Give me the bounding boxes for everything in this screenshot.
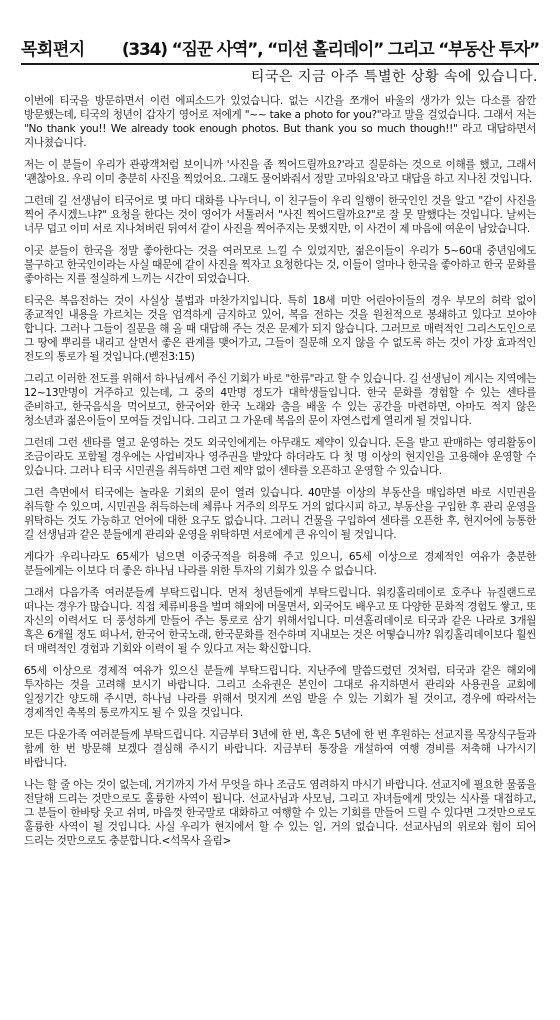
paragraph: 모든 다운가족 여러분들께 부탁드립니다. 지금부터 3년에 한 번, 혹은 5년에 한 번 후원하는 선교지를 목장식구들과 함께 한 번 방문해 보겠다 결심해 주시기 바랍니다. 지금부터 통장을 개설하여 여행 경비를 저축해 나가시기 바랍니다. bbox=[24, 729, 536, 769]
paragraph: 게다가 우리나라도 65세가 넘으면 이중국적을 허용해 주고 있으니, 65세 이상으로 경제적인 여유가 충분한 분들에게는 이보다 더 좋은 하나님 나라를 위한 투자의 기회가 있을 수 없습니다. bbox=[24, 551, 536, 577]
paragraph: 저는 이 분들이 우리가 관광객처럼 보이니까 '사진을 좀 찍어드릴까요?'라고 질문하는 것으로 이해를 했고, 그래서 '괜찮아요. 우리 이미 충분히 사진을 찍었어요. 그래도 물어봐줘서 정말 고마워요'라고 대답을 하고 지나친 것입니다. bbox=[24, 159, 536, 185]
paragraph: 이번에 티국을 방문하면서 이런 에피소드가 있었습니다. 없는 시간을 쪼개어 바울의 생가가 있는 다소를 잠깐 방문했는데, 티국의 청년이 갑자기 영어로 저에게 "~~ take a photo for you?"라고 말을 걸었습니다. 그래서 저는 "No thank you!! We already took enough photos. But thank you so much though!!" 라고 대답하면서 지나쳤습니다. bbox=[24, 95, 536, 149]
paragraph: 65세 이상으로 경제적 여유가 있으신 분들께 부탁드립니다. 지난주에 말씀드렸던 것처럼, 티국과 같은 해외에 투자하는 것을 고려해 보시기 바랍니다. 그리고 소유권은 본인이 그대로 유지하면서 관리와 사용권을 교회에 일정기간 양도해 주시면, 하나님 나라를 위해서 멋지게 쓰임 받을 수 있는 기회가 될 것이고, 경우에 따라서는 경제적인 축복의 통로까지도 될 수 있을 것입니다. bbox=[24, 665, 536, 719]
paragraph: 그리고 이러한 전도를 위해서 하나님께서 주신 기회가 바로 "한류"라고 할 수 있습니다. 길 선생님이 계시는 지역에는 12~13만명이 거주하고 있는데, 그 중의 4만명 정도가 대학생들입니다. 한국 문화를 경험할 수 있는 센타를 준비하고, 한국음식을 먹어보고, 한국어와 한국 노래와 춤을 배울 수 있는 공간을 마련하면, 아마도 적지 않은 청소년과 젊은이들이 모여들 것입니다. 그리고 그 가운데 복음의 문이 자연스럽게 열리게 될 것입니다. bbox=[24, 373, 536, 427]
paragraph: 티국은 복음전하는 것이 사실상 불법과 마찬가지입니다. 특히 18세 미만 어린아이들의 경우 부모의 허락 없이 종교적인 내용을 가르치는 것을 엄격하게 금지하고 있어, 복음 전하는 것을 원천적으로 봉쇄하고 있다고 보아야 합니다. 그러나 그들이 질문을 해 올 때 대답해 주는 것은 문제가 되지 않습니다. 그러므로 매력적인 그리스도인으로 그 땅에 뿌리를 내리고 살면서 좋은 관계를 맺어가고, 그들이 질문해 오지 않을 수 없도록 하는 것이 가장 효과적인 전도의 통로가 될 것입니다.(벧전3:15) bbox=[24, 295, 536, 363]
paragraph: 그래서 다음가족 여러분들께 부탁드립니다. 먼저 청년들에게 부탁드립니다. 워킹홀리데이로 호주나 뉴질랜드로 떠나는 경우가 많습니다. 직접 체류비용을 벌며 해외에 머물면서, 외국어도 배우고 또 다양한 문화적 경험도 쌓고, 또 자신의 이력서도 더 풍성하게 만들어 주는 통로로 삼기 위해서입니다. 미션홀리데이로 티국과 같은 나라로 3개월 혹은 6개월 정도 떠나서, 한국어 한국노래, 한국문화를 전수하며 지내보는 것은 어떻습니까? 워킹홀리데이보다 훨씬 더 매력적인 경험과 기회와 이력이 될 수 있다고 저는 확신합니다. bbox=[24, 587, 536, 655]
letter-body bbox=[24, 94, 536, 856]
series-title: 목회편지 bbox=[21, 40, 85, 60]
letter-subtitle: 티국은 지금 아주 특별한 상황 속에 있습니다. bbox=[250, 69, 538, 85]
paragraph: 나는 할 줄 아는 것이 없는데, 거기까지 가서 무엇을 하나 조금도 염려하지 마시기 바랍니다. 선교지에 필요한 물품을 전달해 드리는 것만으로도 훌륭한 사역이 됩니다. 선교사님과 사모님, 그리고 자녀들에게 맛있는 식사를 대접하고, 그 분들이 한바탕 웃고 쉬며, 마음껏 한국말로 대화하고 여행할 수 있는 기회를 만들어 드릴 수 있다면 그것만으로도 훌륭한 사역이 될 것입니다. 사실 우리가 현지에서 할 수 있는 일, 거의 없습니다. 선교사님의 위로와 힘이 되어 드리는 것만으로도 충분합니다.<석목사 올림> bbox=[24, 779, 536, 847]
paragraph: 그런데 길 선생님이 티국어로 몇 마디 대화를 나누더니, 이 친구들이 우리 일행이 한국인인 것을 알고 "같이 사진을 찍어 주시겠느냐?" 요청을 한다는 것이 영어가 서툴러서 "사진 찍어드릴까요?"로 잘 못 말했다는 것입니다. 날씨는 너무 덥고 이미 서로 지나쳐버린 뒤여서 같이 사진을 찍어주지는 못했지만, 이 사건이 제 마음에 여운이 남았습니다. bbox=[24, 195, 536, 235]
paragraph: 그런데 그런 센타를 열고 운영하는 것도 외국인에게는 아무래도 제약이 있습니다. 돈을 받고 판매하는 영리활동이 조금이라도 포함될 경우에는 사업비자나 영주권을 받았다 하더라도 다 첫 명 이상의 현지인을 고용해야 운영할 수 있습니다. 그러나 티국 시민권을 취득하면 그런 제약 없이 센타를 오픈하고 운영할 수 있습니다. bbox=[24, 437, 536, 477]
letter-headline: (334) “짐꾼 사역”, “미션 홀리데이” 그리고 “부동산 투자” bbox=[121, 40, 539, 60]
paragraph: 이곳 분들이 한국을 정말 좋아한다는 것을 여러모로 느낄 수 있었지만, 젊은이들이 우리가 5~60대 중년임에도 불구하고 한국인이라는 사실 때문에 같이 사진을 찍자고 요청한다는 것, 이들이 얼마나 한국을 좋아하고 한국 문화를 좋아하는 지를 절실하게 느끼는 시간이 되었습니다. bbox=[24, 245, 536, 285]
letter-header bbox=[21, 36, 539, 65]
paragraph: 그런 측면에서 티국에는 놀라운 기회의 문이 열려 있습니다. 40만불 이상의 부동산을 매입하면 바로 시민권을 취득할 수 있으며, 시민권을 취득하는데 체류나 거주의 의무도 거의 없다시피 하고, 부동산을 구입한 후 관리 운영을 위탁하는 것도 가능하고 언어에 대한 요구도 없습니다. 그러니 건물을 구입하여 센타를 오픈한 후, 현지어에 능통한 길 선생님과 같은 분들에게 관리와 운영을 위탁하면 서로에게 큰 유익이 될 것입니다. bbox=[24, 487, 536, 541]
